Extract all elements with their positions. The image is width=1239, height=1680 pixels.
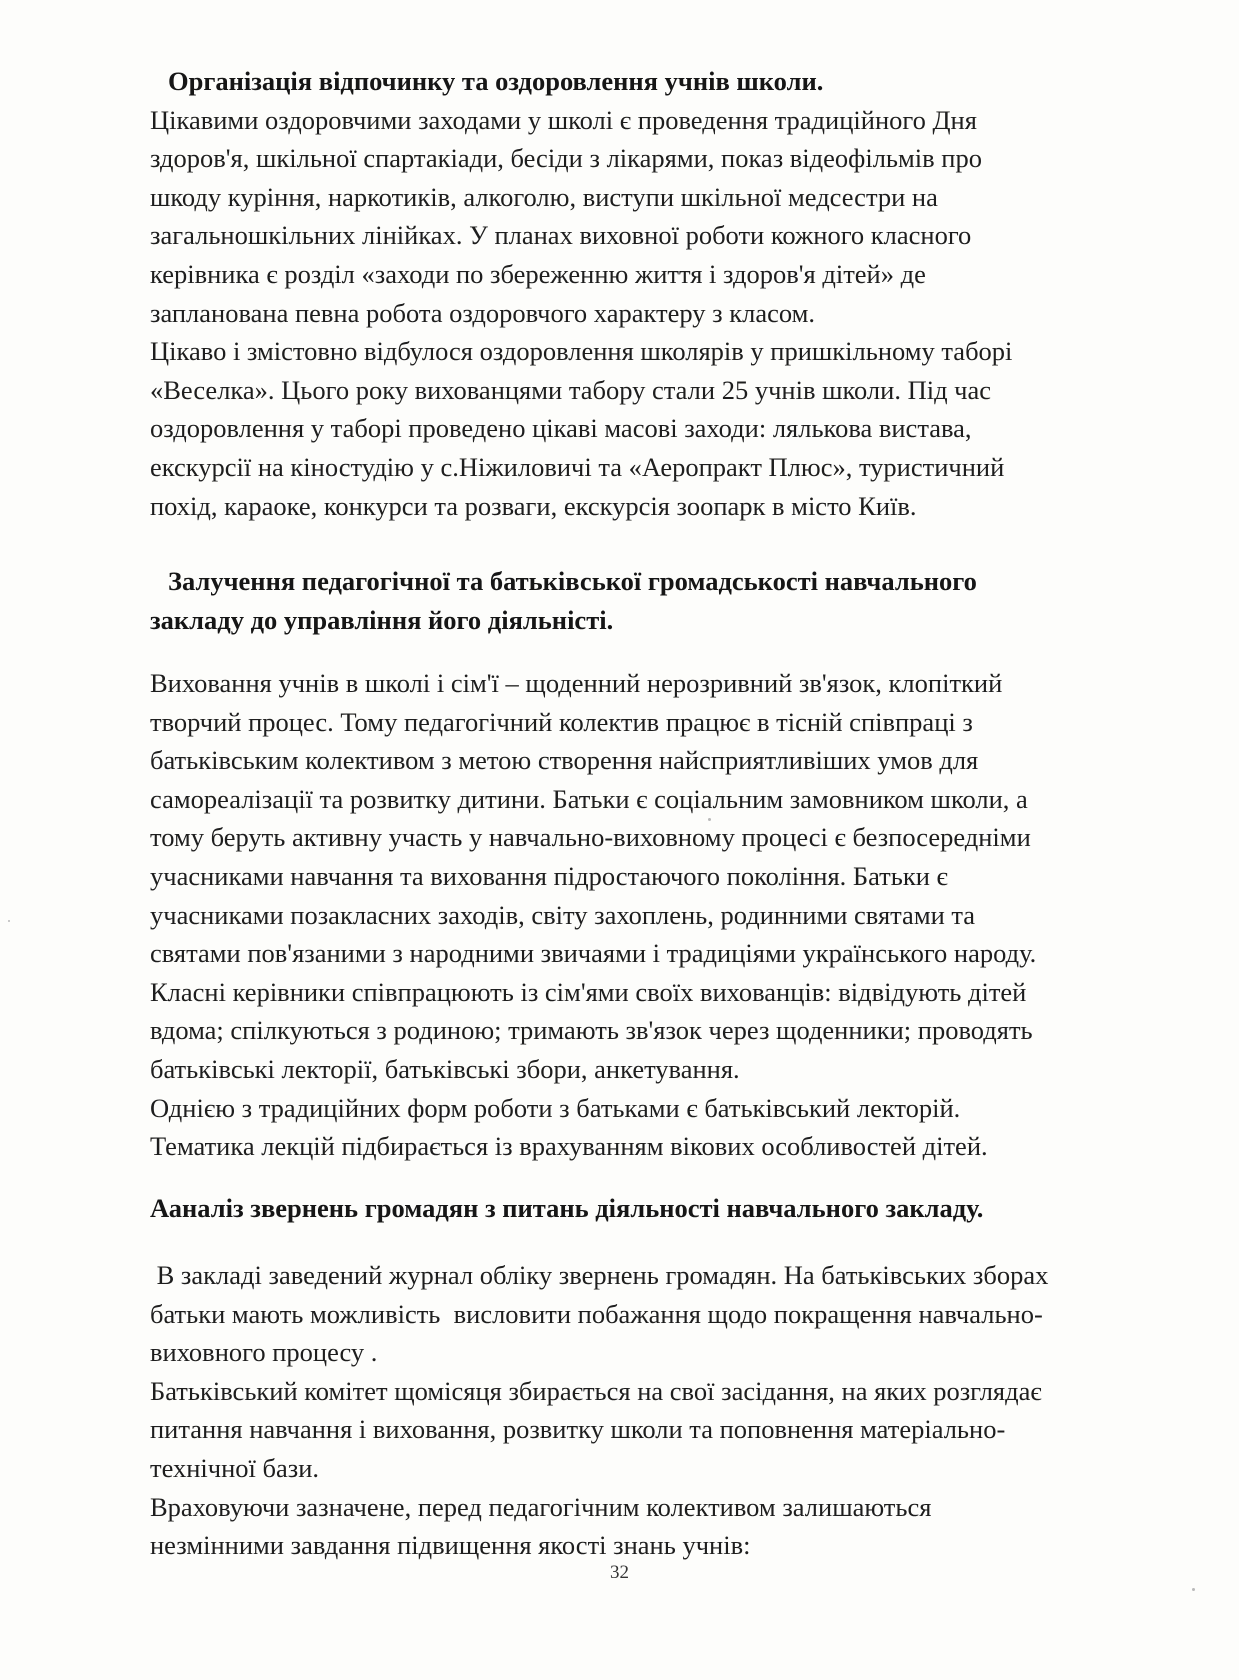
paragraph-line: батьки мають можливість висловити побажання щодо покращення навчально- [150, 1298, 1043, 1329]
paragraph-line: творчий процес. Тому педагогічний колектив працює в тісній співпраці з [150, 706, 973, 737]
section-heading-line: закладу до управління його діяльністі. [150, 604, 614, 635]
paragraph-line: похід, караоке, конкурси та розваги, екскурсія зоопарк в місто Київ. [150, 490, 917, 521]
section-heading-line: Залучення педагогічної та батьківської громадськості навчального [168, 566, 977, 596]
paragraph-line: батьківські лекторії, батьківські збори, анкетування. [150, 1053, 740, 1084]
paragraph-line: Виховання учнів в школі і сім'ї – щоденний нерозривний зв'язок, клопіткий [150, 668, 1003, 698]
paragraph-line: незмінними завдання підвищення якості знань учнів: [150, 1530, 751, 1561]
paragraph-line: учасниками навчання та виховання підростаючого покоління. Батьки є [150, 860, 948, 891]
paragraph-line: здоров'я, шкільної спартакіади, бесіди з лікарями, показ відеофільмів про [150, 143, 982, 174]
paragraph-line: технічної бази. [150, 1452, 320, 1483]
paragraph-line: Цікаво і змістовно відбулося оздоровлення школярів у пришкільному таборі [150, 336, 1013, 367]
section-community-body [150, 664, 1150, 1166]
paragraph-line: святами пов'язаними з народними звичаями і традиціями українського народу. [150, 938, 1037, 969]
paragraph-line: оздоровлення у таборі проведено цікаві масові заходи: лялькова вистава, [150, 413, 972, 444]
paragraph-line: самореалізації та розвитку дитини. Батьки є соціальним замовником школи, а [150, 783, 1028, 814]
paragraph-line: Тематика лекцій підбирається із врахуванням вікових особливостей дітей. [150, 1131, 988, 1162]
section-appeals-body [150, 1256, 1150, 1565]
section-recreation [150, 62, 1150, 525]
paragraph-line: Враховуючи зазначене, перед педагогічним колективом залишаються [150, 1491, 932, 1522]
paragraph-line: учасниками позакласних заходів, світу захоплень, родинними святами та [150, 899, 976, 930]
paragraph-line: питання навчання і виховання, розвитку школи та поповнення матеріально- [150, 1414, 1006, 1445]
section-community-heading [150, 562, 1150, 639]
scan-speck [8, 920, 10, 922]
paragraph-line: Однією з традиційних форм роботи з батьками є батьківський лекторій. [150, 1092, 961, 1123]
paragraph-line: «Веселка». Цього року вихованцями табору стали 25 учнів школи. Під час [150, 374, 992, 405]
section-appeals-heading [150, 1189, 1150, 1228]
paragraph-line: Батьківський комітет щомісяця збирається на свої засідання, на яких розглядає [150, 1375, 1042, 1406]
paragraph-line: виховного процесу . [150, 1337, 378, 1368]
paragraph-line: тому беруть активну участь у навчально-виховному процесі є безпосередніми [150, 822, 1031, 853]
paragraph-line: запланована певна робота оздоровчого характеру з класом. [150, 297, 815, 328]
scan-speck [708, 818, 711, 821]
page-number: 32 [610, 1562, 629, 1583]
paragraph-line: шкоду куріння, наркотиків, алкоголю, виступи шкільної медсестри на [150, 181, 938, 212]
paragraph-line: екскурсії на кіностудію у с.Ніжиловичі та «Аеропракт Плюс», туристичний [150, 451, 1005, 482]
scan-speck [1192, 1588, 1195, 1591]
paragraph-line: Класні керівники співпрацюють із сім'ями своїх вихованців: відвідують дітей [150, 976, 1027, 1007]
paragraph-line: вдома; спілкуються з родиною; тримають зв'язок через щоденники; проводять [150, 1015, 1033, 1046]
paragraph-line: В закладі заведений журнал обліку звернень громадян. На батьківських зборах [150, 1260, 1049, 1290]
paragraph-line: керівника є розділ «заходи по збереженню життя і здоров'я дітей» де [150, 258, 926, 289]
section-heading: Організація відпочинку та оздоровлення учнів школи. [168, 66, 824, 96]
paragraph-line: батьківським колективом з метою створення найсприятливіших умов для [150, 745, 979, 776]
paragraph-line: загальношкільних лінійках. У планах виховної роботи кожного класного [150, 220, 972, 251]
paragraph-line: Цікавими оздоровчими заходами у школі є проведення традиційного Дня [150, 104, 977, 135]
section-heading: Ааналіз звернень громадян з питань діяльності навчального закладу. [150, 1193, 984, 1223]
